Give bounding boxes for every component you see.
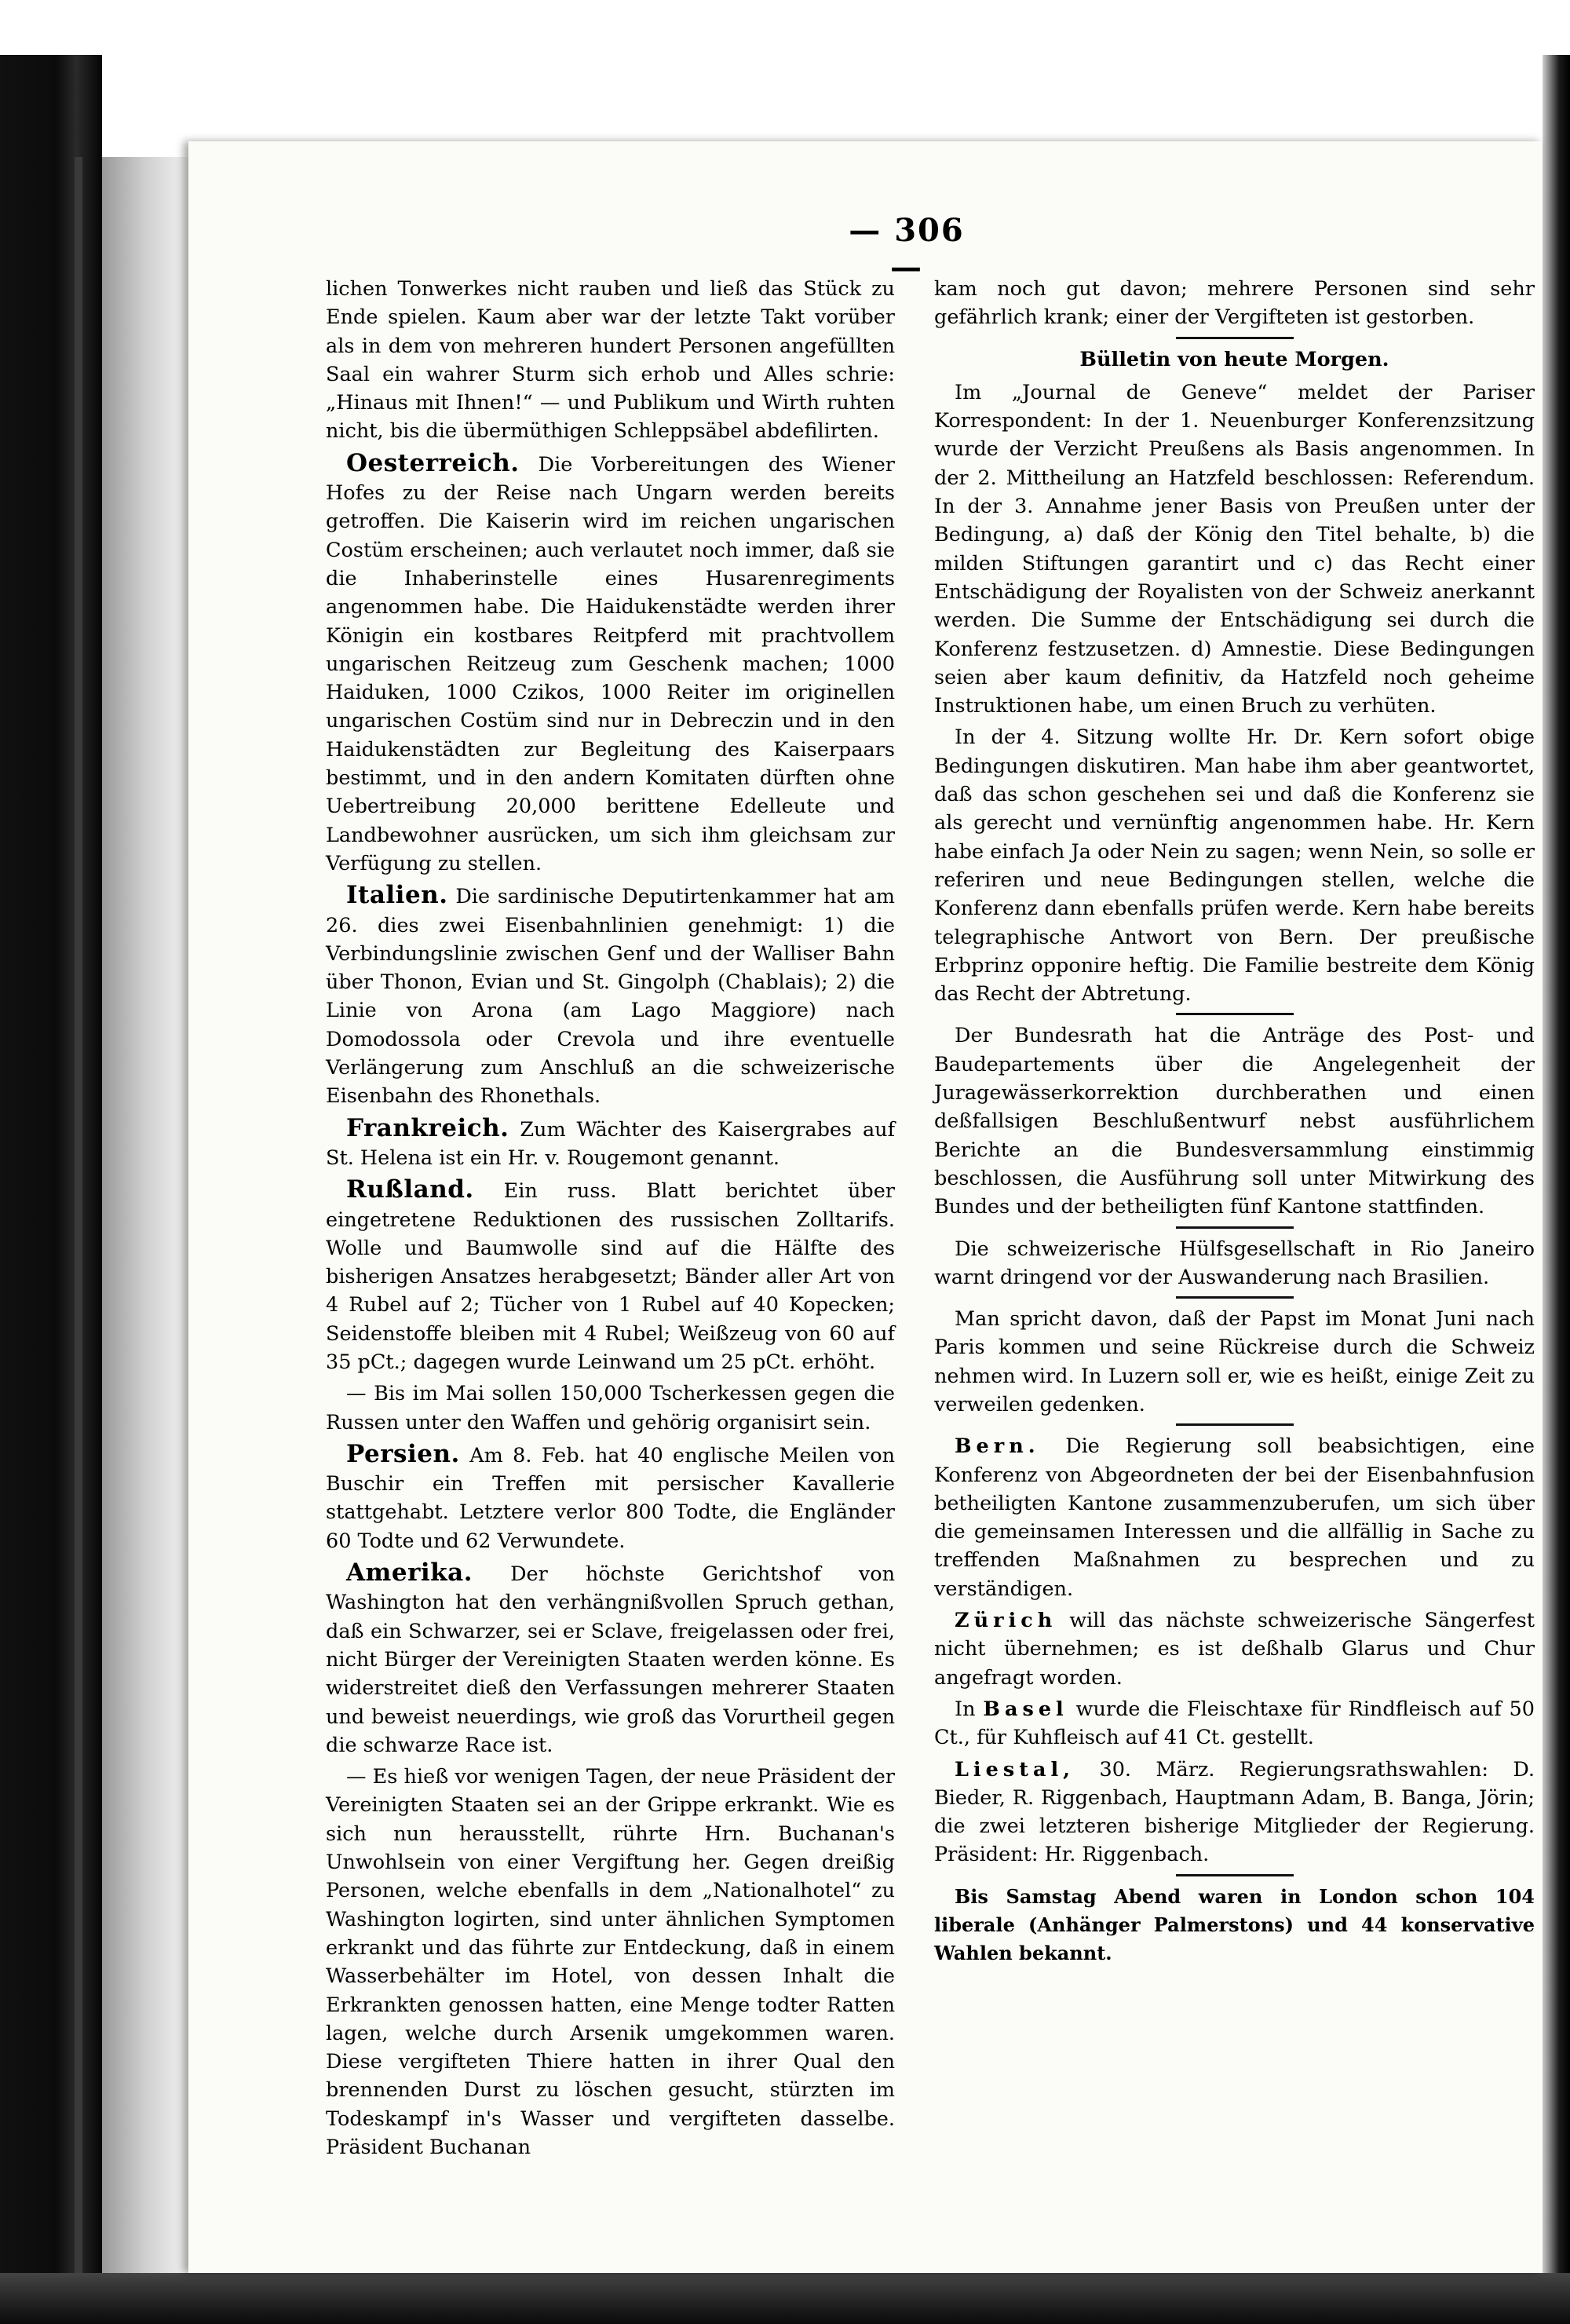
article-liestal bbox=[934, 1756, 1535, 1869]
bulletin-title: Bülletin von heute Morgen. bbox=[1079, 347, 1389, 371]
article-continuation-right: kam noch gut davon; mehrere Personen sind sehr gefährlich krank; einer der Vergifteten ist gestorben. bbox=[934, 277, 1535, 330]
article-text: Zum Wächter des Kaisergrabes auf St. Helena ist ein Hr. v. Rougemont genannt. bbox=[326, 1117, 896, 1170]
divider-rule bbox=[1176, 1874, 1294, 1876]
bulletin-paragraph: In der 4. Sitzung wollte Hr. Dr. Kern sofort obige Bedingungen diskutiren. Man habe ihm aber geantwortet, daß das schon geschehen sei und daß die Konferenz sie als gerecht und vernünftig angenommen habe. Hr. Kern habe einfach Ja oder Nein zu sagen; wenn Nein, so solle er referiren und neue Bedingungen stellen, welche die Konferenz dann ebenfalls prüfen werde. Kern habe bereits telegraphische Antwort von Bern. Der preußische Erbprinz opponire heftig. Die Familie bestreite dem König das Recht der Abtretung. bbox=[934, 725, 1535, 1007]
place-label-bern: Bern. bbox=[955, 1434, 1040, 1459]
left-column bbox=[326, 275, 895, 2165]
divider-rule bbox=[1176, 337, 1294, 339]
scan-background bbox=[0, 0, 1570, 63]
divider-rule bbox=[1176, 1296, 1294, 1299]
article-papst: Man spricht davon, daß der Papst im Monat Juni nach Paris kommen und seine Rückreise durch die Schweiz nehmen wird. In Luzern soll er, wie es heißt, einige Zeit zu verweilen gedenken. bbox=[934, 1307, 1535, 1416]
article-bern bbox=[934, 1432, 1535, 1603]
article-text: 30. März. Regierungsrathswahlen: D. Bieder, R. Riggenbach, Hauptmann Adam, B. Banga, Jörin; die zwei letzteren bisherige Mitglieder der Regierung. Präsident: Hr. Riggenbach. bbox=[934, 1757, 1535, 1867]
article-huelfsgesellschaft: Die schweizerische Hülfsgesellschaft in Rio Janeiro warnt dringend vor der Auswanderung nach Brasilien. bbox=[934, 1237, 1535, 1289]
divider-rule bbox=[1176, 1226, 1294, 1229]
right-page-edge bbox=[1543, 55, 1570, 2324]
spine-edge bbox=[75, 157, 82, 2324]
article-bundesrath: Der Bundesrath hat die Anträge des Post- und Baudepartements über die Angelegenheit der Juragewässerkorrektion durchberathen und einen deßfallsigen Beschlußentwurf nebst ausführlichem Berichte an die Bundesversammlung einstimmig beschlossen, die Ausführung soll unter Mitwirkung des Bundes und der betheiligten fünf Kantone stattfinden. bbox=[934, 1024, 1535, 1219]
divider-rule bbox=[1176, 1423, 1294, 1426]
place-label-zuerich: Zürich bbox=[955, 1609, 1057, 1633]
article-text: Die Vorbereitungen des Wiener Hofes zu der Reise nach Ungarn werden bereits getroffen. Die Kaiserin wird im reichen ungarischen Costüm erscheinen; auch verlautet noch immer, daß sie die Inhaberinstelle eines Husarenregiments angenommen habe. Die Haidukenstädte werden ihrer Königin ein kostbares Reitpferd mit prachtvollem ungarischen Reitzeug zum Geschenk machen; 1000 Haiduken, 1000 Czikos, 1000 Reiter im originellen ungarischen Costüm sind nur in Debreczin und in den Haidukenstädten zur Begleitung des Kaiserpaars bestimmt, und in den andern Komitaten dürften ohne Uebertreibung 20,000 berittene Edelleute und Landbewohner ausrücken, um sich ihm gleichsam zur Verfügung zu stellen. bbox=[326, 452, 895, 875]
article-text: Der höchste Gerichtshof von Washington hat den verhängnißvollen Spruch gethan, daß ein Schwarzer, sei er Sclave, freigelassen oder frei, nicht Bürger der Vereinigten Staaten werden könne. Es widerstreitet dieß den Verfassungen mehrerer Staaten und beweist neuerdings, wie groß das Vorurtheil gegen die schwarze Race ist. bbox=[326, 1562, 896, 1757]
place-label-liestal: Liestal, bbox=[955, 1757, 1075, 1781]
book-spine bbox=[0, 55, 102, 2324]
article-london: Bis Samstag Abend waren in London schon 104 liberale (Anhänger Palmerstons) und 44 konservative Wahlen bekannt. bbox=[934, 1884, 1535, 1965]
article-oesterreich bbox=[326, 449, 895, 878]
article-text: Die Regierung soll beabsichtigen, eine Konferenz von Abgeordneten der bei der Eisenbahnfusion betheiligten Kantone zusammenzuberufen, um sich über die gemeinsamen Interessen und die allfällig in Sache zu treffenden Maßnahmen zu besprechen und zu verständigen. bbox=[934, 1434, 1535, 1601]
place-label-basel: Basel bbox=[983, 1697, 1068, 1721]
article-russland bbox=[326, 1175, 895, 1376]
right-column bbox=[934, 275, 1535, 1971]
article-text: In bbox=[955, 1697, 976, 1721]
bottom-page-edge bbox=[0, 2273, 1570, 2324]
bulletin-paragraph: Im „Journal de Geneve“ meldet der Pariser Korrespondent: In der 1. Neuenburger Konferenzsitzung wurde der Verzicht Preußens als Basis angenommen. In der 2. Mittheilung an Hatzfeld beschlossen: Referendum. In der 3. Annahme jener Basis von Preußen unter der Bedingung, a) daß der König den Titel behalte, b) die milden Stiftungen garantirt und c) das Recht einer Entschädigung der Royalisten von der Schweiz anerkannt werden. Die Summe der Entschädigung sei durch die Konferenz festzusetzen. d) Amnestie. Diese Bedingungen seien aber kaum definitiv, da Hatzfeld noch geheime Instruktionen habe, um einen Bruch zu verhüten. bbox=[934, 380, 1535, 718]
article-russland-2: — Bis im Mai sollen 150,000 Tscherkessen gegen die Russen unter den Waffen und gehörig organisirt sein. bbox=[326, 1382, 895, 1434]
divider-rule bbox=[1176, 1013, 1294, 1015]
article-zuerich bbox=[934, 1606, 1535, 1692]
page-number: — 306 — bbox=[849, 212, 965, 286]
article-italien bbox=[326, 881, 895, 1110]
section-heading-russland: Rußland. bbox=[346, 1175, 474, 1204]
article-persien bbox=[326, 1440, 895, 1555]
article-frankreich bbox=[326, 1114, 895, 1173]
section-heading-italien: Italien. bbox=[346, 881, 448, 910]
article-amerika-2: — Es hieß vor wenigen Tagen, der neue Präsident der Vereinigten Staaten sei an der Grippe erkrankt. Wie es sich nun herausstellt, rührte Hrn. Buchanan's Unwohlsein von einer Vergiftung her. Gegen dreißig Personen, welche ebenfalls in dem „Nationalhotel“ zu Washington logirten, sind unter ähnlichen Symptomen erkrankt und das führte zur Entdeckung, daß in einem Wasserbehälter im Hotel, von dessen Inhalt die Erkrankten genossen hatten, eine Menge todter Ratten lagen, welche durch Arsenik umgekommen waren. Diese vergifteten Thiere hatten in ihrer Qual den brennenden Durst zu löschen gesucht, stürzten im Todeskampf in's Wasser und vergifteten dasselbe. Präsident Buchanan bbox=[326, 1765, 895, 2159]
article-amerika bbox=[326, 1558, 895, 1759]
article-text: wurde die Fleischtaxe für Rindfleisch auf 50 Ct., für Kuhfleisch auf 41 Ct. gestellt. bbox=[934, 1697, 1535, 1750]
article-text: will das nächste schweizerische Sängerfest nicht übernehmen; es ist deßhalb Glarus und Chur angefragt worden. bbox=[934, 1609, 1535, 1690]
article-continuation: lichen Tonwerkes nicht rauben und ließ das Stück zu Ende spielen. Kaum aber war der letzte Takt vorüber als in dem von mehreren hundert Personen angefüllten Saal ein wahrer Sturm sich erhob und Alles schrie: „Hinaus mit Ihnen!“ — und Publikum und Wirth ruhten nicht, bis die übermüthigen Schleppsäbel abdefilirten. bbox=[326, 277, 895, 444]
article-basel bbox=[934, 1695, 1535, 1752]
article-text: Die sardinische Deputirtenkammer hat am 26. dies zwei Eisenbahnlinien genehmigt: 1) die Verbindungslinie zwischen Genf und der Walliser Bahn über Thonon, Evian und St. Gingolph (Chablais); 2) die Linie von Arona (am Lago Maggiore) nach Domodossola oder Crevola und ihre eventuelle Verlängerung zum Anschluß an die schweizerische Eisenbahn des Rhonethals. bbox=[326, 885, 895, 1109]
section-heading-oesterreich: Oesterreich. bbox=[346, 448, 520, 477]
article-text: Ein russ. Blatt berichtet über eingetretene Reduktionen des russischen Zolltarifs. Wolle und Baumwolle sind auf die Hälfte des bisherigen Ansatzes herabgesetzt; Bänder aller Art von 4 Rubel auf 2; Tücher von 1 Rubel auf 40 Kopecken; Seidenstoffe bleiben mit 4 Rubel; Weißzeug von 60 auf 35 pCt.; dagegen wurde Leinwand um 25 pCt. erhöht. bbox=[326, 1179, 895, 1374]
section-heading-frankreich: Frankreich. bbox=[346, 1113, 509, 1142]
section-heading-amerika: Amerika. bbox=[346, 1558, 473, 1588]
article-text: Am 8. Feb. hat 40 englische Meilen von Buschir ein Treffen mit persischer Kavallerie stattgehabt. Letztere verlor 800 Todte, die Engländer 60 Todte und 62 Verwundete. bbox=[326, 1443, 895, 1553]
section-heading-persien: Persien. bbox=[346, 1439, 460, 1468]
back-page-edges bbox=[102, 157, 188, 2324]
